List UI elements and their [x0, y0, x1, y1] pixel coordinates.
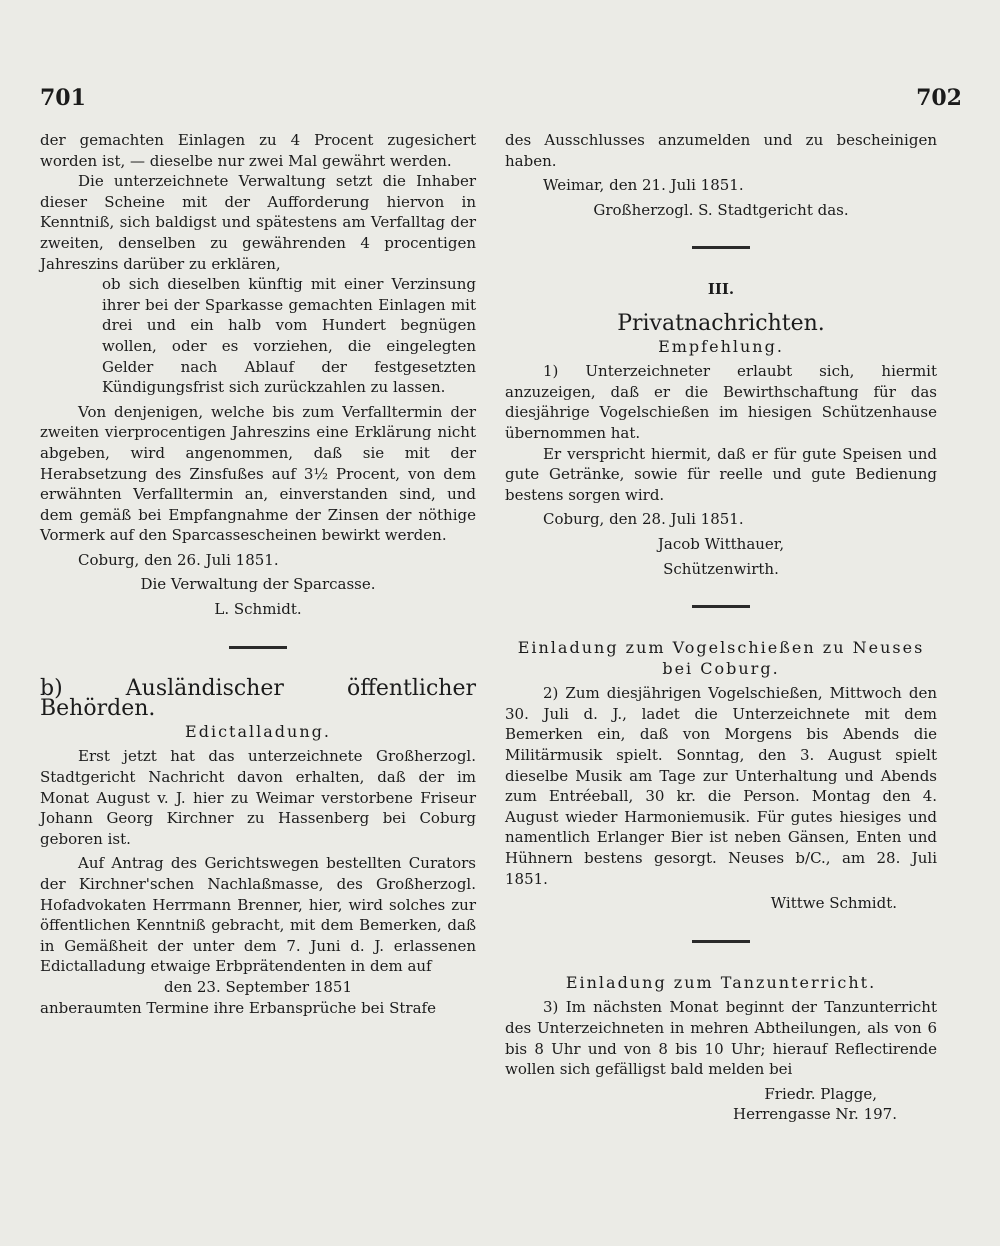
place-date: Weimar, den 21. Juli 1851. — [543, 176, 744, 195]
paragraph: der gemachten Einlagen zu 4 Procent zugesichert worden ist, — dieselbe nur zwei Mal gewährt werden. — [40, 131, 476, 170]
section-heading: b) Ausländischer öffentlicher Behörden. — [40, 675, 476, 722]
signature-line: Friedr. Plagge, — [764, 1084, 877, 1103]
notice-heading: Einladung zum Vogelschießen zu Neuses bei Coburg. — [517, 638, 925, 678]
paragraph: 1) Unterzeichneter erlaubt sich, hiermit anzuzeigen, daß er die Bewirthschaftung für das diesjährige Vogelschießen im hiesigen Schützenhause übernommen hat. — [505, 362, 937, 442]
signature-line: Schützenwirth. — [663, 559, 779, 578]
paragraph: Auf Antrag des Gerichtswegen bestellten Curators der Kirchner'schen Nachlaßmasse, des Großherzogl. Hofadvokaten Herrmann Brenner, hier, wird solches zur öffentlichen Kenntniß gebracht, mit dem Bemerken, daß in Gemäßheit der unter dem 7. Juni d. J. erlassenen Edictalladung etwaige Erbprätendenten in dem auf — [40, 854, 476, 976]
place-date: Coburg, den 28. Juli 1851. — [543, 510, 744, 529]
notice-heading: Empfehlung. — [658, 336, 784, 356]
paragraph: Von denjenigen, welche bis zum Verfalltermin der zweiten vierprocentigen Jahreszins eine Erklärung nicht abgeben, wird angenommen, daß sie mit der Herabsetzung des Zinsfußes auf 3½ Procent, von dem erwähnten Verfalltermin an, einverstanden sind, und dem gemäß bei Empfangnahme der Zinsen der nöthige Vormerk auf den Sparcassescheinen bewirkt werden. — [40, 402, 476, 545]
page-number-left: 701 — [40, 85, 86, 111]
signature-line: Die Verwaltung der Sparcasse. — [140, 575, 376, 594]
signature-line: Herrengasse Nr. 197. — [732, 1105, 897, 1124]
signature-line: L. Schmidt. — [214, 600, 302, 619]
divider — [692, 246, 750, 249]
paragraph: 2) Zum diesjährigen Vogelschießen, Mittwoch den 30. Juli d. J., ladet die Unterzeichnete mit dem Bemerken ein, daß von Morgens bis Abends die Militärmusik spielt. Sonntag, den 3. August spielt dieselbe Musik am Tage zur Unterhaltung und Abends zum Entréeball, 30 kr. die Person. Montag den 4. August wieder Harmoniemusik. Für gutes hiesiges und namentlich Erlanger Bier ist neben Gänsen, Enten und Hühnern bestens gesorgt. Neuses b/C., am 28. Juli 1851. — [505, 684, 937, 888]
quoted-paragraph: ob sich dieselben künftig mit einer Verzinsung ihrer bei der Sparkasse gemachten Einlagen mit drei und ein halb vom Hundert begnügen wollen, oder es vorziehen, die eingelegten Gelder nach Ablauf der festgesetzten Kündigungsfrist sich zurückzahlen zu lassen. — [102, 275, 476, 397]
notice-heading: Edictalladung. — [185, 721, 331, 741]
section-number: III. — [707, 280, 735, 299]
paragraph: anberaumten Termine ihre Erbansprüche bei Strafe — [40, 998, 436, 1017]
left-column — [40, 130, 476, 1018]
paragraph: Er verspricht hiermit, daß er für gute Speisen und gute Getränke, sowie für reelle und gute Bedienung bestens sorgen wird. — [505, 444, 937, 504]
place-date: Coburg, den 26. Juli 1851. — [78, 550, 279, 569]
paragraph: Erst jetzt hat das unterzeichnete Großherzogl. Stadtgericht Nachricht davon erhalten, daß der im Monat August v. J. hier zu Weimar verstorbene Friseur Johann Georg Kirchner zu Hassenberg bei Coburg geboren ist. — [40, 747, 476, 848]
signature-line: Wittwe Schmidt. — [770, 894, 897, 913]
paragraph: des Ausschlusses anzumelden und zu bescheinigen haben. — [505, 131, 937, 170]
paragraph: 3) Im nächsten Monat beginnt der Tanzunterricht des Unterzeichneten in mehren Abtheilungen, als von 6 bis 8 Uhr und von 8 bis 10 Uhr; hierauf Reflectirende wollen sich gefälligst bald melden bei — [505, 998, 937, 1079]
divider — [229, 646, 287, 649]
notice-heading: Einladung zum Tanzunterricht. — [565, 972, 877, 992]
signature-line: Großherzogl. S. Stadtgericht das. — [593, 200, 849, 219]
date-line: den 23. September 1851 — [163, 977, 352, 996]
signature-line: Jacob Witthauer, — [657, 534, 785, 553]
paragraph: Die unterzeichnete Verwaltung setzt die Inhaber dieser Scheine mit der Aufforderung hiervon in Kenntniß, sich baldigst und spätestens am Verfalltag der zweiten, denselben zu gewährenden 4 procentigen Jahreszins darüber zu erklären, — [40, 172, 476, 273]
right-column — [505, 130, 937, 1125]
page-number-right: 702 — [916, 85, 962, 111]
section-heading: Privatnachrichten. — [617, 310, 825, 336]
divider — [692, 940, 750, 943]
divider — [692, 605, 750, 608]
